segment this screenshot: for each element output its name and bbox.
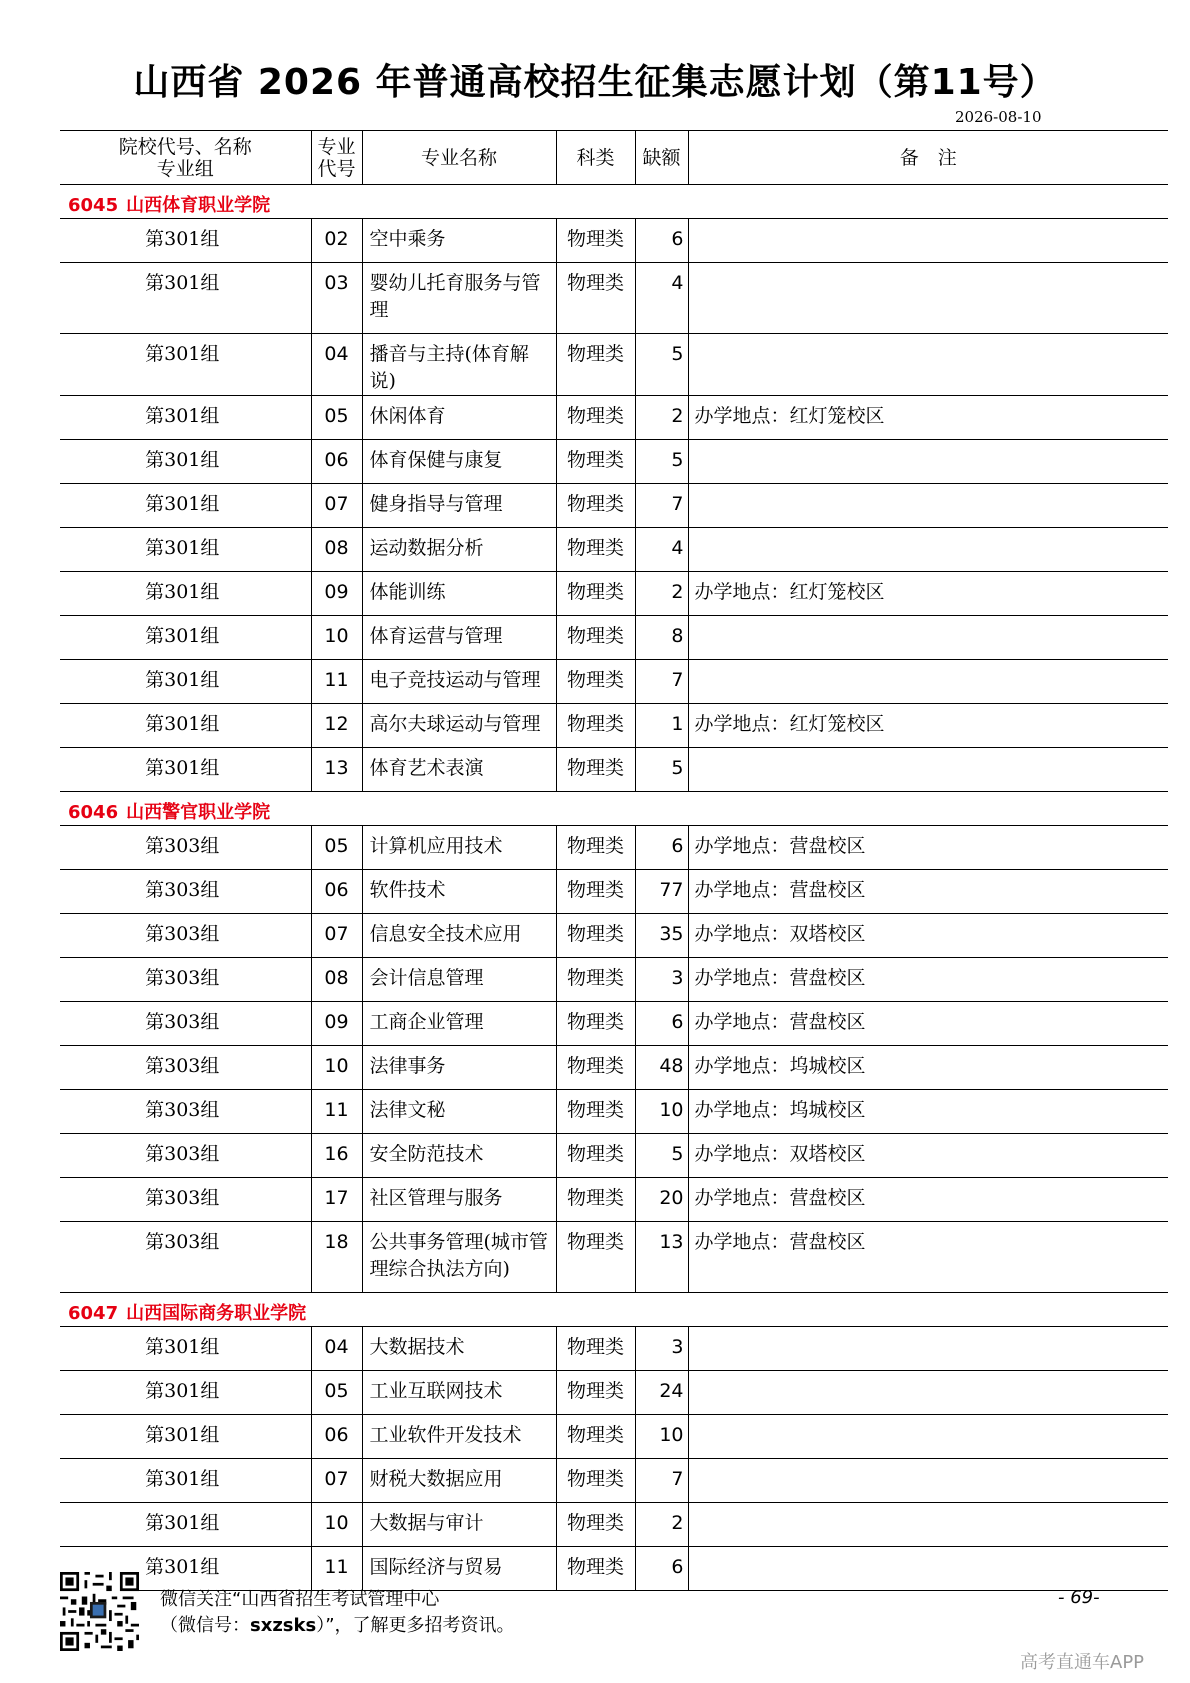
major-code-cell: 07 — [311, 914, 362, 958]
school-code: 6046 — [68, 802, 119, 823]
category-cell: 物理类 — [556, 748, 635, 792]
major-name-cell: 电子竞技运动与管理 — [362, 660, 556, 704]
footer-line-2-prefix: （微信号： — [160, 1615, 250, 1636]
school-code: 6047 — [68, 1303, 119, 1324]
group-cell: 第303组 — [60, 958, 311, 1002]
major-name-cell: 工业软件开发技术 — [362, 1415, 556, 1459]
group-cell: 第301组 — [60, 572, 311, 616]
major-code-cell: 18 — [311, 1222, 362, 1293]
table-row — [60, 1503, 1168, 1547]
group-cell: 第301组 — [60, 334, 311, 396]
footer-line-2 — [160, 1613, 515, 1639]
note-cell: 办学地点：红灯笼校区 — [688, 704, 1168, 748]
note-cell: 办学地点：坞城校区 — [688, 1090, 1168, 1134]
group-cell: 第301组 — [60, 616, 311, 660]
note-cell: 办学地点：双塔校区 — [688, 1134, 1168, 1178]
group-cell: 第303组 — [60, 1002, 311, 1046]
school-name: 山西体育职业学院 — [126, 195, 271, 216]
group-cell: 第301组 — [60, 660, 311, 704]
major-name-cell: 软件技术 — [362, 870, 556, 914]
note-cell — [688, 1459, 1168, 1503]
major-name-cell: 大数据与审计 — [362, 1503, 556, 1547]
category-cell: 物理类 — [556, 263, 635, 334]
note-cell: 办学地点：营盘校区 — [688, 1222, 1168, 1293]
category-cell: 物理类 — [556, 1090, 635, 1134]
header-group-label: 院校代号、名称 专业组 — [118, 135, 252, 180]
category-cell: 物理类 — [556, 1371, 635, 1415]
table-row — [60, 826, 1168, 870]
major-name-cell: 婴幼儿托育服务与管理 — [362, 263, 556, 334]
school-cell — [60, 1293, 1168, 1327]
major-code-cell: 09 — [311, 1002, 362, 1046]
group-cell: 第301组 — [60, 219, 311, 263]
major-code-cell: 06 — [311, 1415, 362, 1459]
group-cell: 第301组 — [60, 484, 311, 528]
note-cell — [688, 263, 1168, 334]
quota-cell: 7 — [635, 660, 688, 704]
quota-cell: 3 — [635, 1327, 688, 1371]
table-row — [60, 1459, 1168, 1503]
group-cell: 第301组 — [60, 1547, 311, 1591]
group-cell: 第301组 — [60, 1459, 311, 1503]
table-row — [60, 334, 1168, 396]
major-code-cell: 04 — [311, 1327, 362, 1371]
note-cell — [688, 1415, 1168, 1459]
major-code-cell: 17 — [311, 1178, 362, 1222]
category-cell: 物理类 — [556, 958, 635, 1002]
major-code-cell: 06 — [311, 440, 362, 484]
recruitment-plan-table — [60, 130, 1168, 1591]
header-note: 备 注 — [688, 131, 1168, 185]
quota-cell: 7 — [635, 1459, 688, 1503]
major-name-cell: 法律文秘 — [362, 1090, 556, 1134]
category-cell: 物理类 — [556, 826, 635, 870]
group-cell: 第301组 — [60, 748, 311, 792]
table-row — [60, 1002, 1168, 1046]
major-name-cell: 体育运营与管理 — [362, 616, 556, 660]
major-code-cell: 04 — [311, 334, 362, 396]
table-row — [60, 660, 1168, 704]
major-code-cell: 12 — [311, 704, 362, 748]
page-title: 山西省 2026 年普通高校招生征集志愿计划（第11号） — [133, 62, 1057, 103]
issue-date: 2026-08-10 — [955, 108, 1042, 126]
major-code-cell: 03 — [311, 263, 362, 334]
group-cell: 第301组 — [60, 1415, 311, 1459]
category-cell: 物理类 — [556, 1327, 635, 1371]
table-header-row — [60, 131, 1168, 185]
group-cell: 第303组 — [60, 826, 311, 870]
page-number: - 69- — [1058, 1587, 1100, 1608]
category-cell: 物理类 — [556, 1547, 635, 1591]
quota-cell: 4 — [635, 263, 688, 334]
major-name-cell: 安全防范技术 — [362, 1134, 556, 1178]
header-category: 科类 — [556, 131, 635, 185]
group-cell: 第301组 — [60, 440, 311, 484]
table-row — [60, 263, 1168, 334]
category-cell: 物理类 — [556, 616, 635, 660]
table-row — [60, 396, 1168, 440]
major-name-cell: 法律事务 — [362, 1046, 556, 1090]
note-cell — [688, 219, 1168, 263]
school-name: 山西国际商务职业学院 — [126, 1303, 307, 1324]
quota-cell: 5 — [635, 334, 688, 396]
note-cell — [688, 484, 1168, 528]
group-cell: 第303组 — [60, 914, 311, 958]
group-cell: 第303组 — [60, 1178, 311, 1222]
major-code-cell: 08 — [311, 958, 362, 1002]
footer-line-2-suffix: ）”，了解更多招考资讯。 — [316, 1615, 515, 1636]
group-cell: 第303组 — [60, 870, 311, 914]
major-code-cell: 10 — [311, 1503, 362, 1547]
school-row — [60, 792, 1168, 826]
note-cell — [688, 748, 1168, 792]
major-name-cell: 体育保健与康复 — [362, 440, 556, 484]
category-cell: 物理类 — [556, 572, 635, 616]
note-cell: 办学地点：红灯笼校区 — [688, 572, 1168, 616]
category-cell: 物理类 — [556, 219, 635, 263]
major-code-cell: 02 — [311, 219, 362, 263]
major-name-cell: 社区管理与服务 — [362, 1178, 556, 1222]
school-row — [60, 1293, 1168, 1327]
group-cell: 第301组 — [60, 1371, 311, 1415]
group-cell: 第303组 — [60, 1046, 311, 1090]
quota-cell: 6 — [635, 826, 688, 870]
quota-cell: 20 — [635, 1178, 688, 1222]
quota-cell: 10 — [635, 1415, 688, 1459]
quota-cell: 48 — [635, 1046, 688, 1090]
category-cell: 物理类 — [556, 1002, 635, 1046]
major-name-cell: 播音与主持(体育解说) — [362, 334, 556, 396]
quota-cell: 5 — [635, 1134, 688, 1178]
major-name-cell: 公共事务管理(城市管理综合执法方向) — [362, 1222, 556, 1293]
group-cell: 第303组 — [60, 1222, 311, 1293]
major-name-cell: 健身指导与管理 — [362, 484, 556, 528]
note-cell — [688, 1503, 1168, 1547]
major-name-cell: 休闲体育 — [362, 396, 556, 440]
major-code-cell: 11 — [311, 660, 362, 704]
note-cell: 办学地点：营盘校区 — [688, 826, 1168, 870]
table-row — [60, 528, 1168, 572]
quota-cell: 3 — [635, 958, 688, 1002]
major-code-cell: 09 — [311, 572, 362, 616]
note-cell: 办学地点：红灯笼校区 — [688, 396, 1168, 440]
table-row — [60, 1134, 1168, 1178]
school-cell — [60, 792, 1168, 826]
note-cell — [688, 1547, 1168, 1591]
major-code-cell: 05 — [311, 396, 362, 440]
table-row — [60, 572, 1168, 616]
quota-cell: 4 — [635, 528, 688, 572]
table-row — [60, 748, 1168, 792]
school-name: 山西警官职业学院 — [126, 802, 271, 823]
major-name-cell: 体能训练 — [362, 572, 556, 616]
category-cell: 物理类 — [556, 484, 635, 528]
major-code-cell: 11 — [311, 1090, 362, 1134]
table-body — [60, 185, 1168, 1591]
table-row — [60, 1371, 1168, 1415]
school-cell — [60, 185, 1168, 219]
category-cell: 物理类 — [556, 1415, 635, 1459]
category-cell: 物理类 — [556, 1178, 635, 1222]
category-cell: 物理类 — [556, 396, 635, 440]
table-row — [60, 1178, 1168, 1222]
category-cell: 物理类 — [556, 1503, 635, 1547]
school-code: 6045 — [68, 195, 119, 216]
major-name-cell: 大数据技术 — [362, 1327, 556, 1371]
quota-cell: 10 — [635, 1090, 688, 1134]
table-row — [60, 1222, 1168, 1293]
header-major-code-label: 专业 代号 — [317, 135, 356, 180]
quota-cell: 7 — [635, 484, 688, 528]
header-major-name: 专业名称 — [362, 131, 556, 185]
note-cell: 办学地点：双塔校区 — [688, 914, 1168, 958]
major-code-cell: 08 — [311, 528, 362, 572]
quota-cell: 35 — [635, 914, 688, 958]
school-row — [60, 185, 1168, 219]
major-code-cell: 16 — [311, 1134, 362, 1178]
quota-cell: 5 — [635, 440, 688, 484]
note-cell: 办学地点：营盘校区 — [688, 1178, 1168, 1222]
major-code-cell: 10 — [311, 616, 362, 660]
quota-cell: 1 — [635, 704, 688, 748]
major-name-cell: 体育艺术表演 — [362, 748, 556, 792]
group-cell: 第301组 — [60, 1327, 311, 1371]
table-row — [60, 1046, 1168, 1090]
group-cell: 第301组 — [60, 396, 311, 440]
major-code-cell: 07 — [311, 1459, 362, 1503]
major-name-cell: 空中乘务 — [362, 219, 556, 263]
wechat-id: sxzsks — [250, 1615, 317, 1636]
table-row — [60, 1327, 1168, 1371]
quota-cell: 8 — [635, 616, 688, 660]
major-code-cell: 10 — [311, 1046, 362, 1090]
note-cell: 办学地点：营盘校区 — [688, 958, 1168, 1002]
quota-cell: 6 — [635, 1547, 688, 1591]
note-cell — [688, 440, 1168, 484]
footer-text — [160, 1587, 515, 1639]
table-row — [60, 914, 1168, 958]
group-cell: 第301组 — [60, 263, 311, 334]
major-name-cell: 会计信息管理 — [362, 958, 556, 1002]
table-row — [60, 704, 1168, 748]
table-row — [60, 440, 1168, 484]
header-group — [60, 131, 311, 185]
category-cell: 物理类 — [556, 440, 635, 484]
major-code-cell: 05 — [311, 1371, 362, 1415]
group-cell: 第301组 — [60, 704, 311, 748]
note-cell — [688, 334, 1168, 396]
quota-cell: 2 — [635, 572, 688, 616]
table-row — [60, 1090, 1168, 1134]
category-cell: 物理类 — [556, 1046, 635, 1090]
major-code-cell: 07 — [311, 484, 362, 528]
quota-cell: 2 — [635, 1503, 688, 1547]
watermark: 高考直通车APP — [1020, 1652, 1145, 1673]
table-row — [60, 958, 1168, 1002]
quota-cell: 5 — [635, 748, 688, 792]
table-row — [60, 870, 1168, 914]
category-cell: 物理类 — [556, 1222, 635, 1293]
quota-cell: 77 — [635, 870, 688, 914]
group-cell: 第301组 — [60, 528, 311, 572]
major-name-cell: 高尔夫球运动与管理 — [362, 704, 556, 748]
quota-cell: 24 — [635, 1371, 688, 1415]
note-cell — [688, 660, 1168, 704]
major-code-cell: 05 — [311, 826, 362, 870]
note-cell — [688, 616, 1168, 660]
category-cell: 物理类 — [556, 704, 635, 748]
note-cell: 办学地点：营盘校区 — [688, 870, 1168, 914]
quota-cell: 6 — [635, 1002, 688, 1046]
category-cell: 物理类 — [556, 1134, 635, 1178]
major-name-cell: 国际经济与贸易 — [362, 1547, 556, 1591]
note-cell — [688, 528, 1168, 572]
group-cell: 第303组 — [60, 1134, 311, 1178]
note-cell — [688, 1327, 1168, 1371]
quota-cell: 13 — [635, 1222, 688, 1293]
major-code-cell: 06 — [311, 870, 362, 914]
table-row — [60, 484, 1168, 528]
table-row — [60, 1547, 1168, 1591]
group-cell: 第303组 — [60, 1090, 311, 1134]
category-cell: 物理类 — [556, 660, 635, 704]
quota-cell: 6 — [635, 219, 688, 263]
major-name-cell: 工业互联网技术 — [362, 1371, 556, 1415]
note-cell — [688, 1371, 1168, 1415]
note-cell: 办学地点：坞城校区 — [688, 1046, 1168, 1090]
footer-line-1: 微信关注“山西省招生考试管理中心 — [160, 1589, 440, 1610]
category-cell: 物理类 — [556, 870, 635, 914]
major-name-cell: 财税大数据应用 — [362, 1459, 556, 1503]
group-cell: 第301组 — [60, 1503, 311, 1547]
category-cell: 物理类 — [556, 1459, 635, 1503]
header-quota: 缺额 — [635, 131, 688, 185]
qr-code-icon — [60, 1572, 139, 1651]
major-name-cell: 工商企业管理 — [362, 1002, 556, 1046]
major-code-cell: 11 — [311, 1547, 362, 1591]
table-row — [60, 616, 1168, 660]
category-cell: 物理类 — [556, 334, 635, 396]
major-code-cell: 13 — [311, 748, 362, 792]
table-row — [60, 1415, 1168, 1459]
major-name-cell: 运动数据分析 — [362, 528, 556, 572]
major-name-cell: 计算机应用技术 — [362, 826, 556, 870]
table-row — [60, 219, 1168, 263]
header-major-code — [311, 131, 362, 185]
quota-cell: 2 — [635, 396, 688, 440]
category-cell: 物理类 — [556, 528, 635, 572]
category-cell: 物理类 — [556, 914, 635, 958]
major-name-cell: 信息安全技术应用 — [362, 914, 556, 958]
note-cell: 办学地点：营盘校区 — [688, 1002, 1168, 1046]
